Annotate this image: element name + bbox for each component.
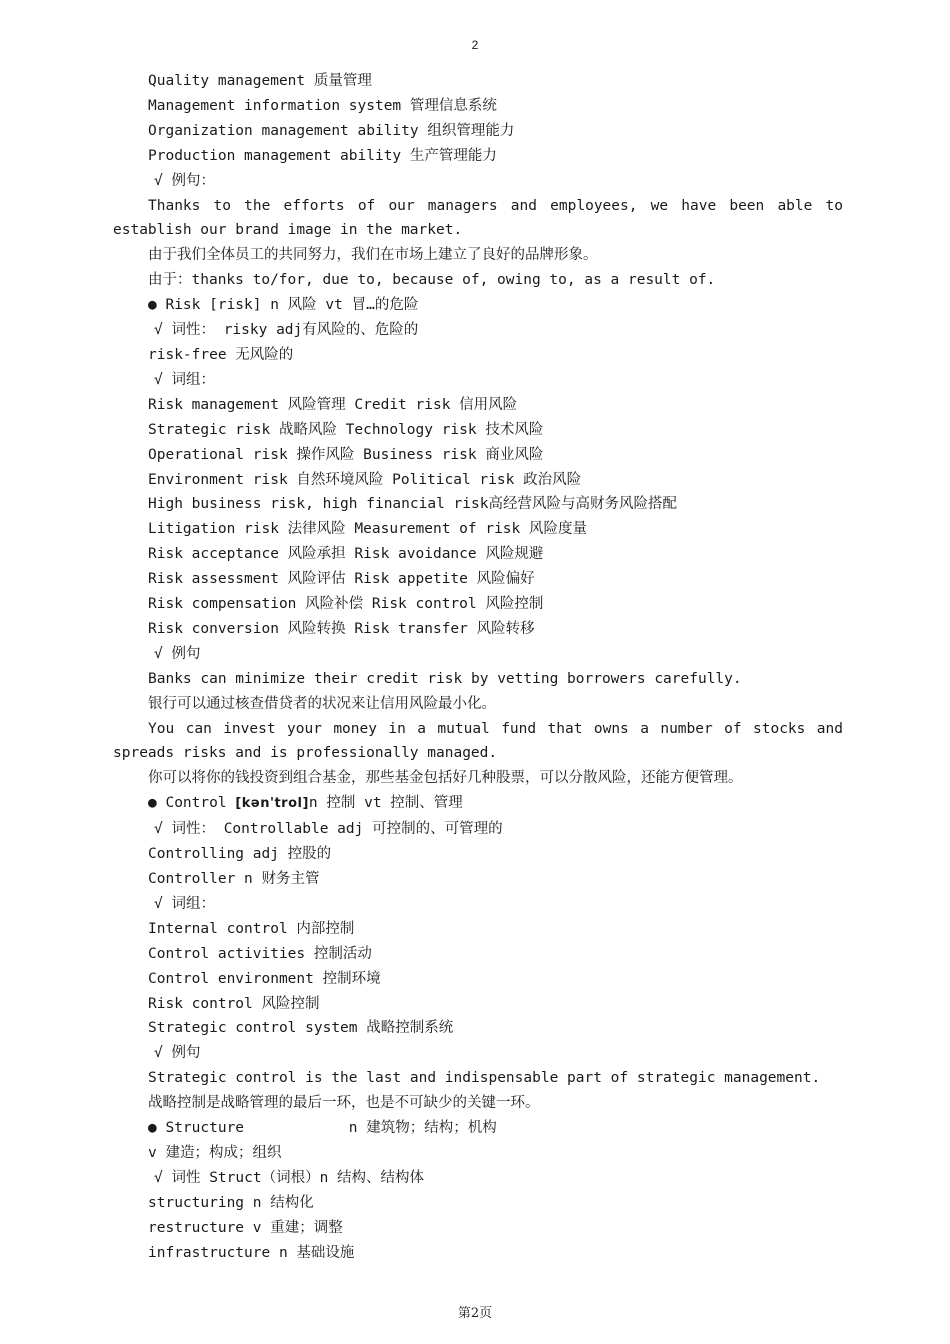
text-line: Controlling adj 控股的 (148, 846, 332, 863)
translation-line: 战略控制是战略管理的最后一环，也是不可缺少的关键一环。 (148, 1095, 540, 1112)
text-line: v 建造；构成；组织 (148, 1144, 282, 1161)
example-heading: √ 例句 (154, 1045, 201, 1062)
example-sentence: Thanks to the efforts of our managers and employees, we have been able to establish our brand image in the market. (113, 197, 843, 239)
text-line: Organization management ability 组织管理能力 (148, 122, 515, 139)
phrase-line: Risk acceptance 风险承担 Risk avoidance 风险规避 (148, 546, 544, 563)
translation-line: 你可以将你的钱投资到组合基金，那些基金包括好几种股票，可以分散风险，还能方便管理。 (148, 770, 743, 787)
part-of-speech-line: √ 词性 Struct（词根）n 结构、结构体 (154, 1169, 425, 1186)
phrase-line: Control activities 控制活动 (148, 945, 372, 962)
phrase-line: Internal control 内部控制 (148, 920, 355, 937)
text-line: Management information system 管理信息系统 (148, 97, 497, 114)
phrase-line: Litigation risk 法律风险 Measurement of risk 风险度量 (148, 521, 587, 538)
example-heading: √ 例句： (154, 172, 215, 189)
phrase-line: Risk control 风险控制 (148, 995, 320, 1012)
text-line: Production management ability 生产管理能力 (148, 147, 497, 164)
phrase-line: Strategic risk 战略风险 Technology risk 技术风险 (148, 421, 544, 438)
phrase-line: Risk compensation 风险补偿 Risk control 风险控制 (148, 596, 544, 613)
text-line: Controller n 财务主管 (148, 871, 320, 887)
entry-word: ● Control (148, 795, 236, 812)
part-of-speech-line: √ 词性： risky adj有风险的、危险的 (154, 322, 419, 339)
example-sentence: Banks can minimize their credit risk by vetting borrowers carefully. (148, 670, 742, 687)
phrases-heading: √ 词组： (154, 371, 215, 388)
phrase-line: High business risk, high financial risk高经营风险与高财务风险搭配 (148, 496, 677, 513)
translation-line: 银行可以通过核查借贷者的状况来让信用风险最小化。 (148, 695, 496, 712)
phrase-line: Environment risk 自然环境风险 Political risk 政治风险 (148, 471, 582, 488)
document-body (113, 69, 843, 1266)
entry-risk: ● Risk [risk] n 风险 vt 冒…的危险 (148, 297, 419, 314)
entry-definition: n 控制 vt 控制、管理 (308, 795, 463, 812)
phrases-heading: √ 词组： (154, 895, 215, 912)
entry-structure: ● Structure n 建筑物；结构；机构 (148, 1120, 497, 1137)
translation-line: 由于我们全体员工的共同努力，我们在市场上建立了良好的品牌形象。 (148, 247, 598, 264)
phonetic-transcription: [kən'trol] (235, 796, 309, 812)
text-line: structuring n 结构化 (148, 1194, 314, 1211)
example-heading: √ 例句 (154, 645, 201, 662)
text-line: infrastructure n 基础设施 (148, 1244, 355, 1261)
entry-control (113, 791, 843, 817)
part-of-speech-line: √ 词性： Controllable adj 可控制的、可管理的 (154, 821, 503, 838)
page-number: 2 (471, 38, 479, 52)
text-line: risk-free 无风险的 (148, 346, 294, 363)
text-line: restructure v 重建；调整 (148, 1219, 343, 1236)
example-sentence: You can invest your money in a mutual fund that owns a number of stocks and spreads risks and is professionally managed. (113, 720, 843, 762)
page-footer: 第2页 (457, 1306, 493, 1321)
phrase-line: Control environment 控制环境 (148, 970, 381, 987)
phrase-line: Strategic control system 战略控制系统 (148, 1020, 454, 1037)
text-line: 由于：thanks to/for, due to, because of, owing to, as a result of. (148, 272, 716, 289)
phrase-line: Risk management 风险管理 Credit risk 信用风险 (148, 396, 518, 413)
text-line: Quality management 质量管理 (148, 73, 372, 89)
example-sentence: Strategic control is the last and indispensable part of strategic management. (148, 1070, 821, 1087)
phrase-line: Risk assessment 风险评估 Risk appetite 风险偏好 (148, 571, 535, 588)
phrase-line: Operational risk 操作风险 Business risk 商业风险 (148, 446, 544, 463)
phrase-line: Risk conversion 风险转换 Risk transfer 风险转移 (148, 620, 535, 637)
